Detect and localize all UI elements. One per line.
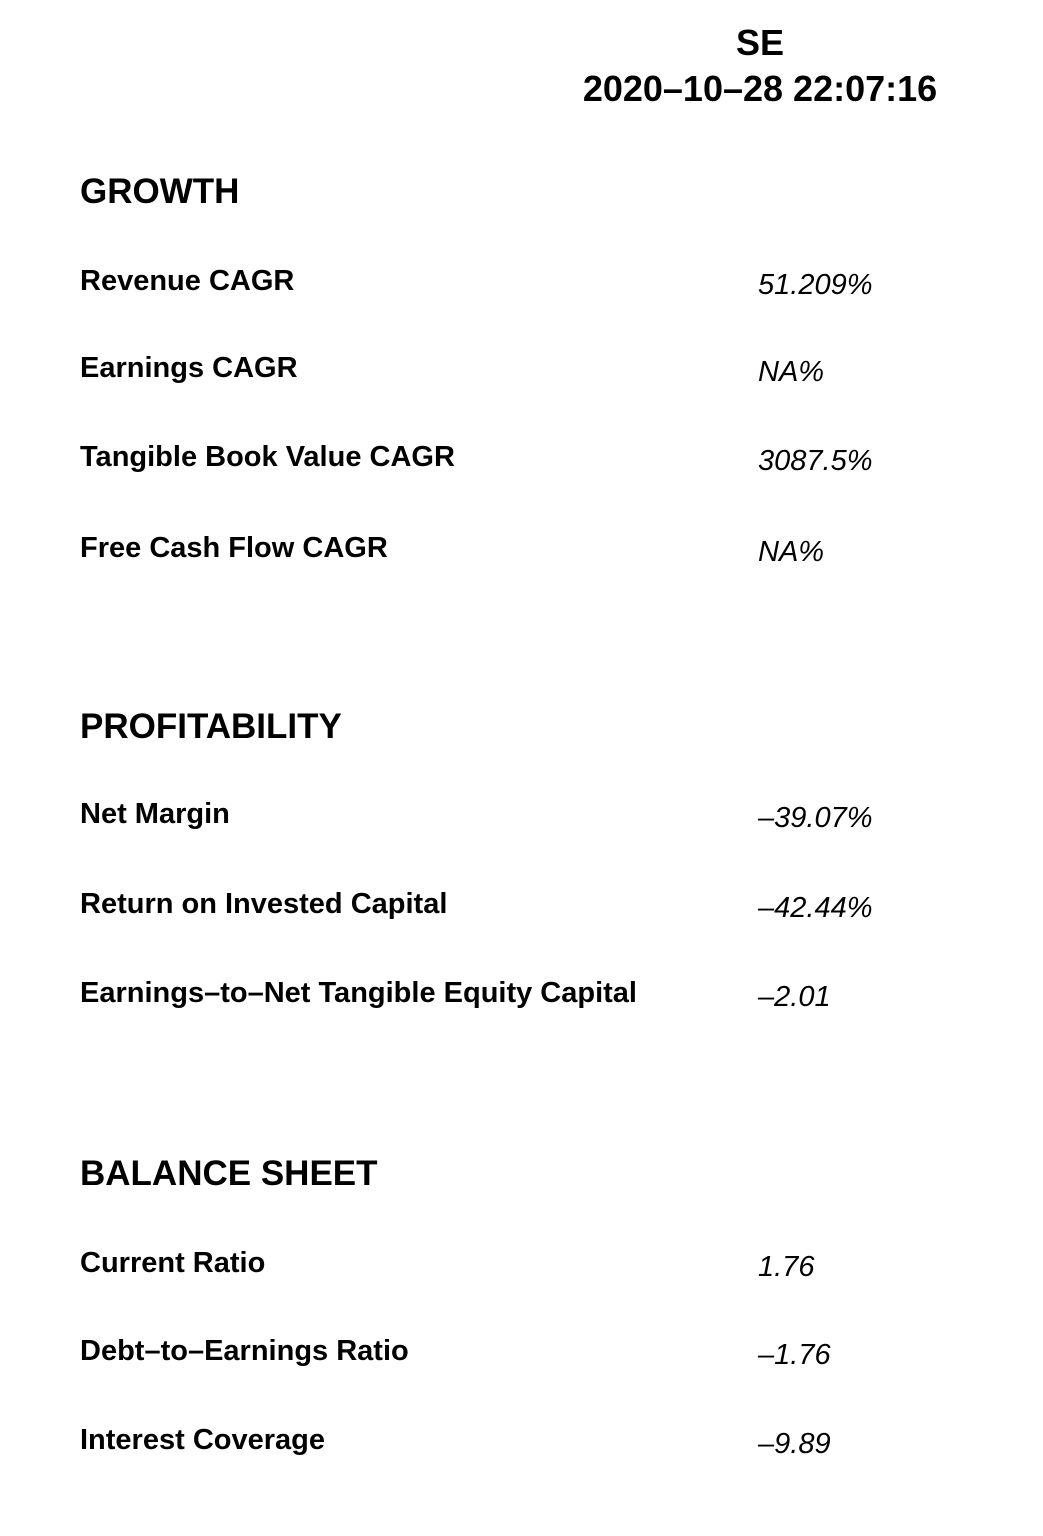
metric-row-tangible-book-value-cagr [80, 439, 980, 479]
metric-value: –1.76 [758, 1339, 831, 1371]
metric-row-current-ratio [80, 1245, 980, 1285]
metric-label: Debt–to–Earnings Ratio [80, 1335, 409, 1367]
metric-value: NA% [758, 536, 825, 568]
metric-label: Interest Coverage [80, 1424, 325, 1456]
metric-value: –42.44% [758, 892, 873, 924]
metric-label: Net Margin [80, 798, 230, 830]
metric-label: Current Ratio [80, 1247, 266, 1279]
metric-row-net-margin [80, 796, 980, 836]
metric-value: 1.76 [758, 1251, 815, 1283]
section-title-balance-sheet: BALANCE SHEET [80, 1154, 378, 1193]
report-timestamp: 2020–10–28 22:07:16 [582, 68, 938, 109]
metric-row-free-cash-flow-cagr [80, 530, 980, 570]
metric-label: Return on Invested Capital [80, 888, 448, 920]
metric-row-earnings-to-net-tangible-equity [80, 975, 980, 1015]
metric-row-interest-coverage [80, 1422, 980, 1462]
metric-label: Free Cash Flow CAGR [80, 532, 388, 564]
metric-label: Earnings CAGR [80, 352, 298, 384]
metric-value: –2.01 [758, 981, 831, 1013]
metric-label: Tangible Book Value CAGR [80, 441, 455, 473]
metric-row-revenue-cagr [80, 263, 980, 303]
metric-value: 51.209% [758, 269, 873, 301]
metric-row-return-on-invested-capital [80, 886, 980, 926]
metric-value: NA% [758, 356, 825, 388]
ticker-symbol: SE [735, 22, 785, 63]
metric-label: Revenue CAGR [80, 265, 295, 297]
section-title-growth: GROWTH [80, 172, 240, 211]
metric-row-earnings-cagr [80, 350, 980, 390]
metric-row-debt-to-earnings-ratio [80, 1333, 980, 1373]
report-header [540, 20, 980, 112]
metric-value: –9.89 [758, 1428, 831, 1460]
metric-value: 3087.5% [758, 445, 873, 477]
metric-value: –39.07% [758, 802, 873, 834]
metric-label: Earnings–to–Net Tangible Equity Capital [80, 977, 637, 1009]
section-title-profitability: PROFITABILITY [80, 707, 342, 746]
